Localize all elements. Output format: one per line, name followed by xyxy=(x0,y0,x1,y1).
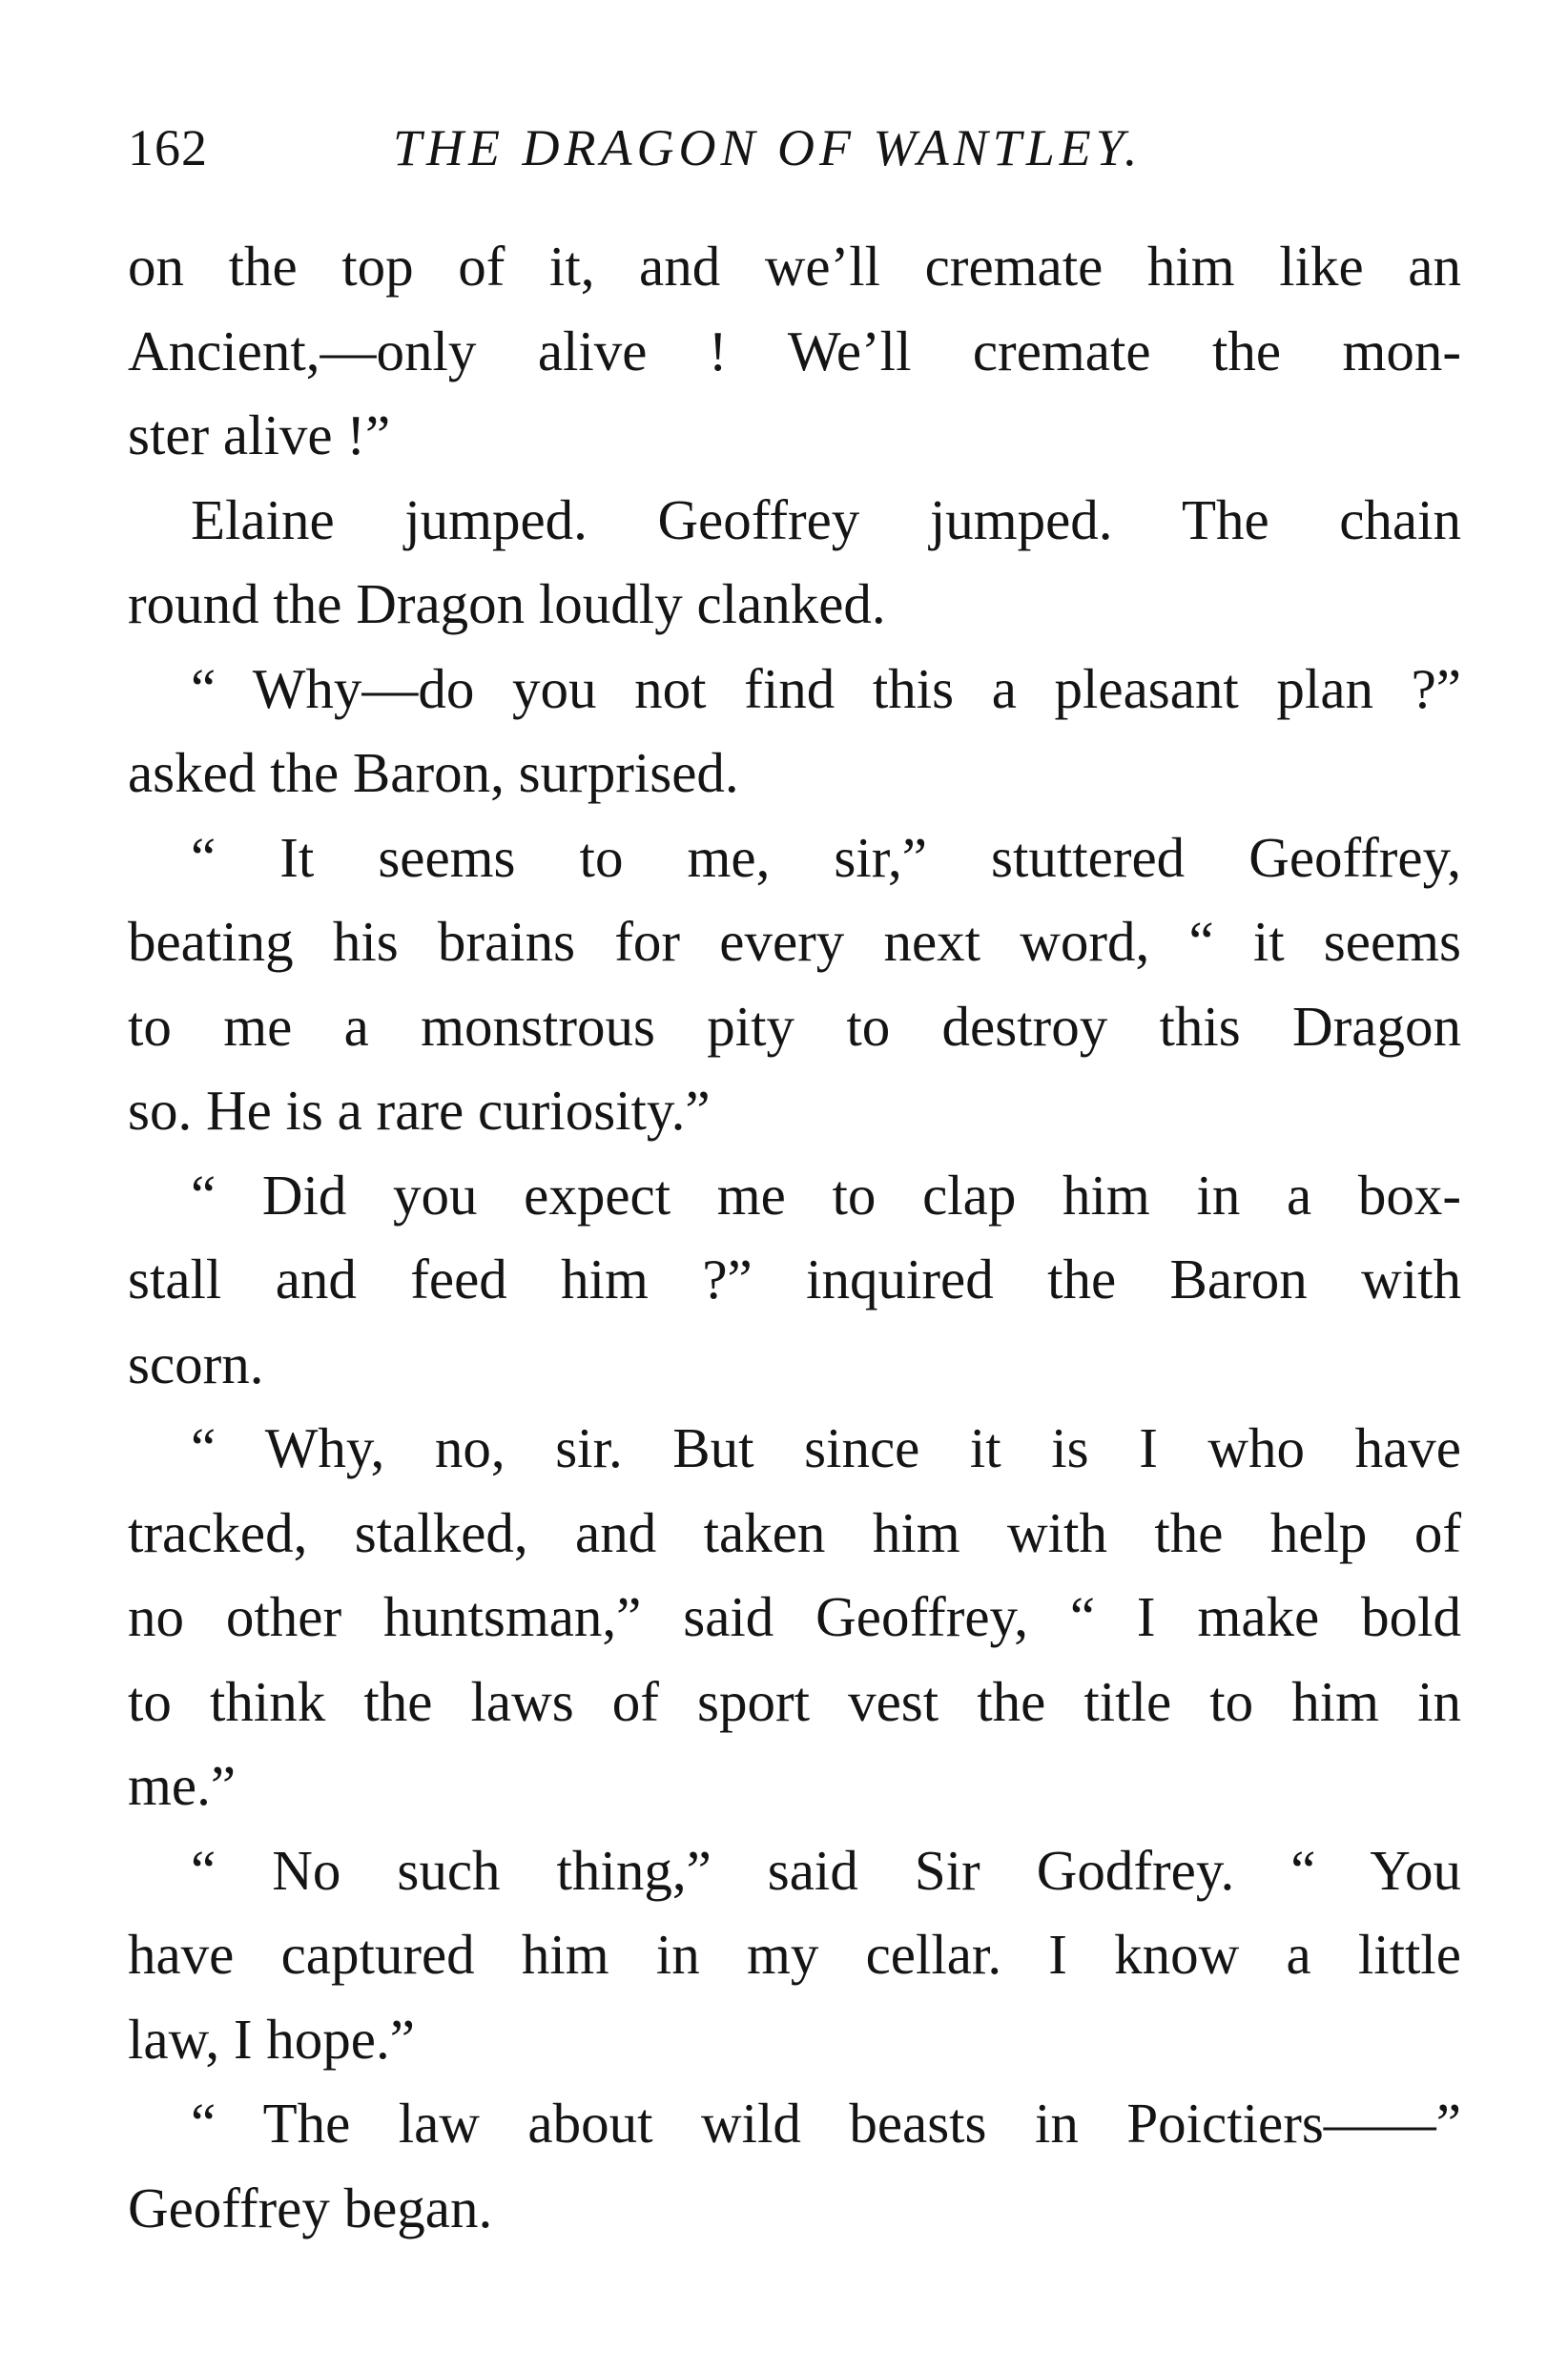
text-line: have captured him in my cellar. I know a little xyxy=(128,1923,1461,1986)
text-line: round the Dragon loudly clanked. xyxy=(128,572,886,635)
text-line: “ Why—do you not find this a pleasant plan ?” xyxy=(191,656,1461,720)
text-line: “ It seems to me, sir,” stuttered Geoffrey, xyxy=(191,825,1461,889)
running-head xyxy=(128,114,1463,181)
text-line: on the top of it, and we’ll cremate him like an xyxy=(128,235,1461,298)
page-number: 162 xyxy=(128,119,208,176)
text-line: “ The law about wild beasts in Poictiers——” xyxy=(191,2092,1461,2155)
text-line: to think the laws of sport vest the title to him in xyxy=(128,1669,1461,1733)
text-line: Ancient,—only alive ! We’ll cremate the mon- xyxy=(128,319,1461,382)
body-text xyxy=(128,224,1461,2250)
text-line: “ No such thing,” said Sir Godfrey. “ You xyxy=(191,1838,1461,1902)
text-line: scorn. xyxy=(128,1331,264,1395)
text-line: ster alive !” xyxy=(128,403,391,466)
text-line: “ Did you expect me to clap him in a box- xyxy=(191,1163,1461,1227)
text-line: law, I hope.” xyxy=(128,2007,415,2071)
text-line: stall and feed him ?” inquired the Baron with xyxy=(128,1248,1461,1310)
text-line: to me a monstrous pity to destroy this Dragon xyxy=(128,994,1461,1058)
text-line: Geoffrey began. xyxy=(128,2176,493,2239)
text-line: no other huntsman,” said Geoffrey, “ I make bold xyxy=(128,1585,1461,1648)
text-line: Elaine jumped. Geoffrey jumped. The chain xyxy=(191,487,1461,551)
text-line: so. He is a rare curiosity.” xyxy=(128,1079,711,1142)
text-line: tracked, stalked, and taken him with the help of xyxy=(128,1500,1461,1564)
text-line: “ Why, no, sir. But since it is I who have xyxy=(191,1416,1461,1479)
text-line: asked the Baron, surprised. xyxy=(128,741,739,804)
running-title: THE DRAGON OF WANTLEY. xyxy=(393,119,1143,176)
text-line: beating his brains for every next word, “ it seems xyxy=(128,910,1461,973)
text-line: me.” xyxy=(128,1754,237,1817)
